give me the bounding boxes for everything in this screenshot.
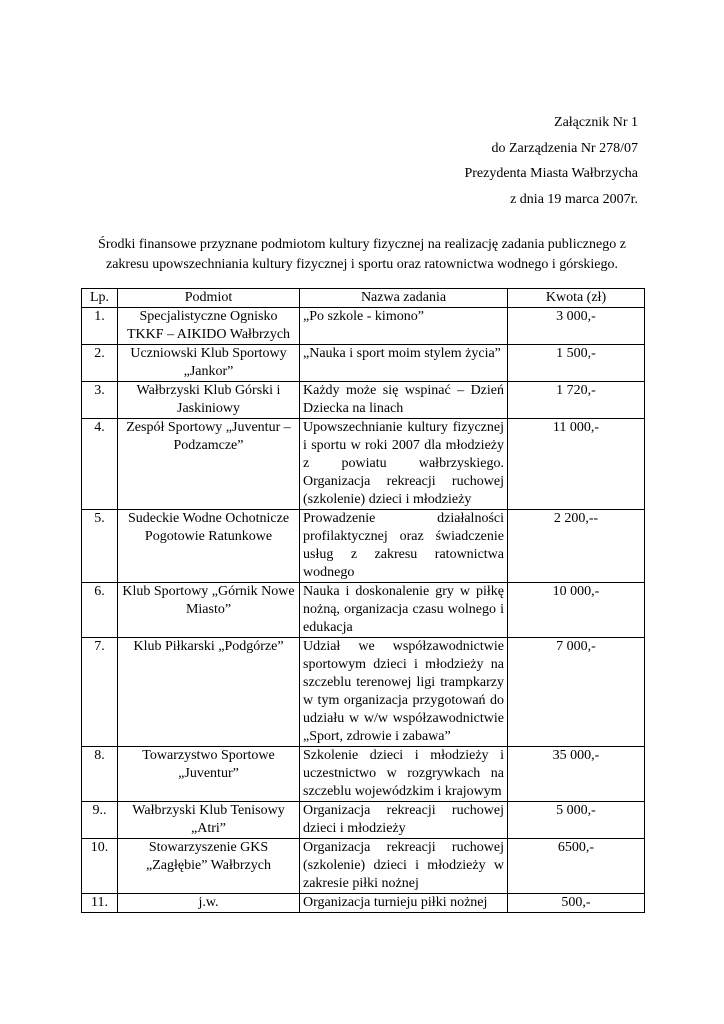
table-row [82, 839, 645, 894]
row-lp: 4. [82, 419, 118, 510]
row-kwota: 7 000,- [508, 638, 645, 747]
row-zadanie: Prowadzenie działalności profilaktycznej oraz świadczenie usług z zakresu ratownictwa wodnego [300, 510, 508, 583]
row-lp: 2. [82, 345, 118, 382]
row-podmiot: Uczniowski Klub Sportowy „Jankor” [118, 345, 300, 382]
row-zadanie: Upowszechnianie kultury fizycznej i sportu w roki 2007 dla młodzieży z powiatu wałbrzyskiego. Organizacja rekreacji ruchowej (szkolenie) dzieci i młodzieży [300, 419, 508, 510]
row-podmiot: Zespół Sportowy „Juventur – Podzamcze” [118, 419, 300, 510]
row-zadanie: Organizacja rekreacji ruchowej (szkolenie) dzieci i młodzieży w zakresie piłki nożnej [300, 839, 508, 894]
row-zadanie: „Nauka i sport moim stylem życia” [300, 345, 508, 382]
issuer: Prezydenta Miasta Wałbrzycha [464, 166, 638, 181]
table-row [82, 583, 645, 638]
ordinance-reference: do Zarządzenia Nr 278/07 [491, 140, 638, 156]
row-podmiot: Wałbrzyski Klub Górski i Jaskiniowy [118, 382, 300, 419]
issue-date: z dnia 19 marca 2007r. [510, 191, 638, 207]
row-zadanie: Organizacja rekreacji ruchowej dzieci i młodzieży [300, 802, 508, 839]
row-zadanie: Każdy może się wspinać – Dzień Dziecka na linach [300, 382, 508, 419]
row-lp: 11. [82, 894, 118, 913]
table-row [82, 419, 645, 510]
table-row [82, 382, 645, 419]
row-lp: 5. [82, 510, 118, 583]
row-kwota: 3 000,- [508, 308, 645, 345]
row-kwota: 1 500,- [508, 345, 645, 382]
row-zadanie: Nauka i doskonalenie gry w piłkę nożną, organizacja czasu wolnego i edukacja [300, 583, 508, 638]
annex-title: Załącznik Nr 1 [554, 115, 638, 130]
annex-header [464, 110, 638, 212]
row-lp: 7. [82, 638, 118, 747]
row-podmiot: Sudeckie Wodne Ochotnicze Pogotowie Ratunkowe [118, 510, 300, 583]
row-lp: 10. [82, 839, 118, 894]
row-zadanie: „Po szkole - kimono” [300, 308, 508, 345]
row-podmiot: Stowarzyszenie GKS „Zagłębie” Wałbrzych [118, 839, 300, 894]
row-podmiot: j.w. [118, 894, 300, 913]
table-row [82, 510, 645, 583]
row-lp: 6. [82, 583, 118, 638]
row-kwota: 2 200,-- [508, 510, 645, 583]
header-lp: Lp. [82, 289, 118, 308]
row-zadanie: Organizacja turnieju piłki nożnej [300, 894, 508, 913]
row-podmiot: Klub Sportowy „Górnik Nowe Miasto” [118, 583, 300, 638]
row-kwota: 1 720,- [508, 382, 645, 419]
row-kwota: 6500,- [508, 839, 645, 894]
table-row [82, 747, 645, 802]
row-lp: 3. [82, 382, 118, 419]
row-podmiot: Klub Piłkarski „Podgórze” [118, 638, 300, 747]
row-kwota: 10 000,- [508, 583, 645, 638]
row-podmiot: Specjalistyczne Ognisko TKKF – AIKIDO Wałbrzych [118, 308, 300, 345]
row-podmiot: Towarzystwo Sportowe „Juventur” [118, 747, 300, 802]
header-kwota: Kwota (zł) [508, 289, 645, 308]
header-podmiot: Podmiot [118, 289, 300, 308]
funding-table [81, 288, 645, 913]
row-zadanie: Udział we współzawodnictwie sportowym dzieci i młodzieży na szczeblu terenowej ligi trampkarzy w tym organizacja przygotowań do udziału w w/w współzawodnictwie „Sport, zdrowie i zabawa” [300, 638, 508, 747]
table-row [82, 345, 645, 382]
row-kwota: 500,- [508, 894, 645, 913]
row-kwota: 11 000,- [508, 419, 645, 510]
intro-paragraph: Środki finansowe przyznane podmiotom kultury fizycznej na realizację zadania publicznego z zakresu upowszechniania kultury fizycznej i sportu oraz ratownictwa wodnego i górskiego. [98, 237, 626, 272]
row-lp: 9.. [82, 802, 118, 839]
table-row [82, 638, 645, 747]
table-row [82, 308, 645, 345]
row-kwota: 5 000,- [508, 802, 645, 839]
table-row [82, 894, 645, 913]
row-lp: 8. [82, 747, 118, 802]
table-row [82, 802, 645, 839]
row-podmiot: Wałbrzyski Klub Tenisowy „Atri” [118, 802, 300, 839]
table-header-row [82, 289, 645, 308]
row-zadanie: Szkolenie dzieci i młodzieży i uczestnictwo w rozgrywkach na szczeblu wojewódzkim i krajowym [300, 747, 508, 802]
header-zadanie: Nazwa zadania [300, 289, 508, 308]
row-lp: 1. [82, 308, 118, 345]
row-kwota: 35 000,- [508, 747, 645, 802]
